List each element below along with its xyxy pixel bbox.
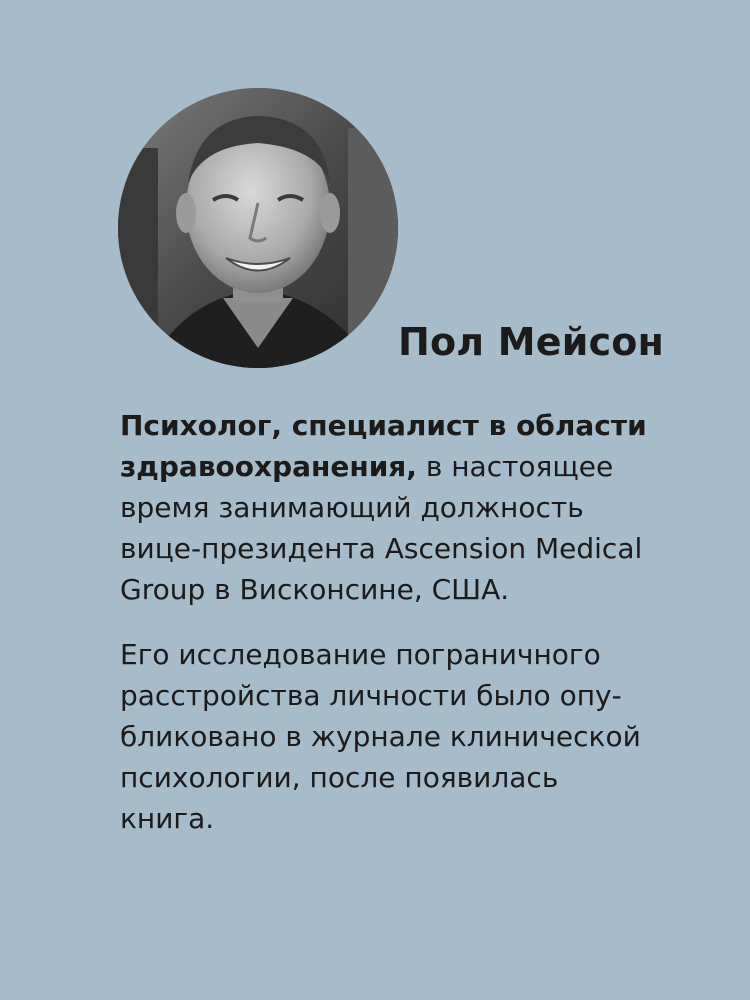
bio-line: расстройства личности было опу- — [120, 679, 622, 712]
bio-line: Его исследование пограничного — [120, 638, 601, 671]
bio-paragraph-2 — [120, 634, 680, 839]
author-name: Пол Мейсон — [398, 320, 665, 364]
portrait-illustration — [118, 88, 398, 368]
author-photo — [118, 88, 398, 368]
bio-line: вице-президента Ascension Medical — [120, 532, 643, 565]
bio-line: Психолог, специалист в области — [120, 409, 647, 442]
bio-paragraph-1 — [120, 405, 680, 610]
author-bio — [120, 405, 680, 839]
bio-line: Group в Висконсине, США. — [120, 573, 510, 606]
bio-line: время занимающий должность — [120, 491, 584, 524]
bio-line: бликовано в журнале клинической — [120, 720, 641, 753]
bio-line: книга. — [120, 802, 215, 835]
bio-line: психологии, после появилась — [120, 761, 559, 794]
bio-fragment: в настоящее — [416, 450, 614, 483]
bio-bold-fragment: здравоохранения, — [120, 450, 417, 483]
bio-line — [120, 446, 680, 487]
